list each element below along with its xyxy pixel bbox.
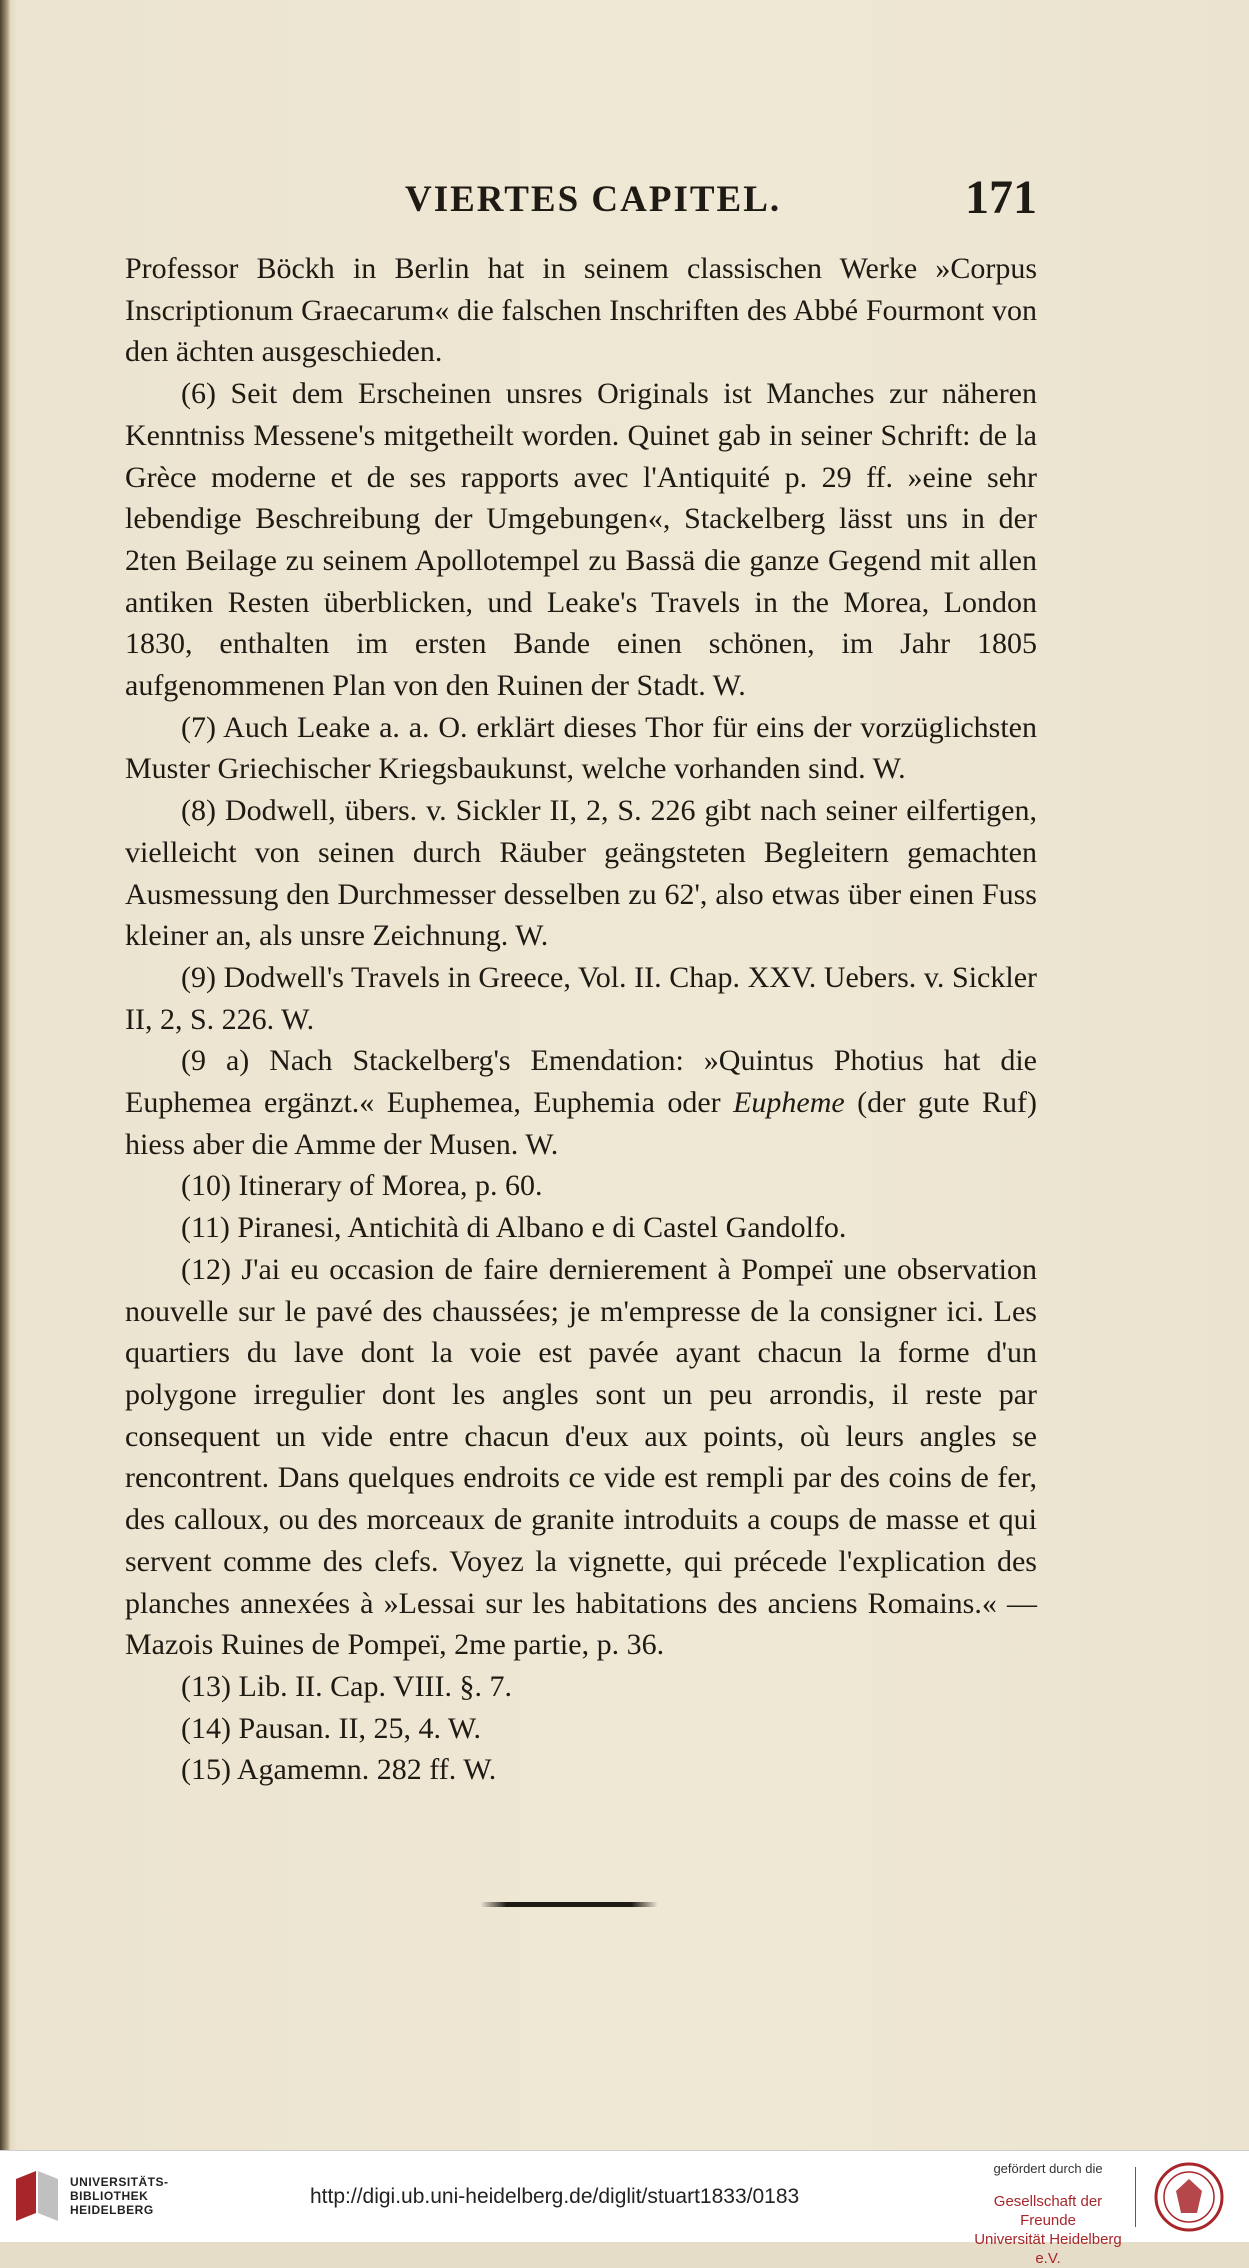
sponsor-name bbox=[968, 2192, 1128, 2268]
footer-divider bbox=[1135, 2167, 1136, 2227]
footnote-9a bbox=[125, 1040, 1037, 1165]
university-library-logo-icon bbox=[12, 2169, 62, 2225]
sponsor-label: gefördert durch die bbox=[993, 2161, 1103, 2176]
running-title: VIERTES CAPITEL. bbox=[405, 179, 782, 220]
sponsor-name-line-1: Gesellschaft der Freunde bbox=[993, 2193, 1103, 2229]
body-text bbox=[125, 248, 1037, 1791]
footnote-9a-italic: Eupheme bbox=[733, 1086, 845, 1120]
footnote-13: (13) Lib. II. Cap. VIII. §. 7. bbox=[181, 1669, 513, 1703]
page-number: 171 bbox=[965, 171, 1037, 224]
library-line-3: HEIDELBERG bbox=[70, 2203, 154, 2217]
footnote-9: (9) Dodwell's Travels in Greece, Vol. II. Chap. XXV. Uebers. v. Sickler II, 2, S. 226. W. bbox=[125, 960, 1037, 1036]
end-rule bbox=[480, 1902, 658, 1907]
footnote-7: (7) Auch Leake a. a. O. erklärt dieses Thor für eins der vorzüglichsten Muster Griechischer Kriegsbaukunst, welche vorhanden sind. W. bbox=[125, 710, 1037, 786]
book-spine-edge bbox=[0, 0, 10, 2150]
library-line-1: UNIVERSITÄTS- bbox=[70, 2175, 169, 2189]
sponsor-block bbox=[968, 2161, 1128, 2268]
footnote-11: (11) Piranesi, Antichità di Albano e di Castel Gandolfo. bbox=[181, 1211, 847, 1245]
paragraph-0: Professor Böckh in Berlin hat in seinem classischen Werke »Corpus Inscriptionum Graecarum« die falschen Inschriften des Abbé Fourmont von den ächten ausgeschieden. bbox=[125, 252, 1037, 369]
footnote-12: (12) J'ai eu occasion de faire dernierement à Pompeï une observation nouvelle sur le pavé des chaussées; je m'empresse de la consigner ici. Les quartiers du lave dont la voie est pavée ayant chacun la forme d'un polygone irregulier dont les angles sont un peu arrondis, il reste par consequent un vide entre chacun d'eux aux points, où leurs angles se rencontrent. Dans quelques endroits ce vide est rempli par des coins de fer, des calloux, ou des morceaux de granite introduits a coups de masse et qui servent comme des clefs. Voyez la vignette, qui précede l'explication des planches annexées à »Lessai sur les habitations des anciens Romains.« — Mazois Ruines de Pompeï, 2me partie, p. 36. bbox=[125, 1252, 1037, 1662]
footnote-14: (14) Pausan. II, 25, 4. W. bbox=[181, 1711, 481, 1745]
page-header bbox=[125, 170, 1037, 230]
library-name bbox=[70, 2175, 169, 2217]
permalink-url[interactable]: http://digi.ub.uni-heidelberg.de/diglit/stuart1833/0183 bbox=[310, 2185, 800, 2208]
society-seal-icon bbox=[1150, 2161, 1228, 2233]
footnote-9a-text-end: (der gute Ruf) hiess aber die Amme der Musen. W. bbox=[125, 1086, 1038, 1161]
library-line-2: BIBLIOTHEK bbox=[70, 2189, 149, 2203]
sponsor-name-line-2: Universität Heidelberg e.V. bbox=[974, 2231, 1122, 2267]
footnote-15: (15) Agamemn. 282 ff. W. bbox=[181, 1753, 497, 1787]
footnote-8: (8) Dodwell, übers. v. Sickler II, 2, S. 226 gibt nach seiner eilfertigen, vielleicht von seinen durch Räuber geängsteten Begleitern gemachten Ausmessung den Durchmesser desselben zu 62', also etwas über einen Fuss kleiner an, als unsre Zeichnung. W. bbox=[125, 794, 1037, 953]
footnote-9a-text: (9 a) Nach Stackelberg's Emendation: »Quintus Photius hat die Euphemea ergänzt.« Euphemea, Euphemia oder bbox=[125, 1044, 1037, 1120]
footnote-10: (10) Itinerary of Morea, p. 60. bbox=[181, 1169, 543, 1203]
digitization-footer bbox=[0, 2150, 1249, 2267]
footnote-6: (6) Seit dem Erscheinen unsres Originals ist Manches zur näheren Kenntniss Messene's mitgetheilt worden. Quinet gab in seiner Schrift: de la Grèce moderne et de ses rapports avec l'Antiquité p. 29 ff. »eine sehr lebendige Beschreibung der Umgebungen«, Stackelberg lässt uns in der 2ten Beilage zu seinem Apollotempel zu Bassä die ganze Gegend mit allen antiken Resten überblicken, und Leake's Travels in the Morea, London 1830, enthalten im ersten Bande einen schönen, im Jahr 1805 aufgenommenen Plan von den Ruinen der Stadt. W. bbox=[125, 377, 1037, 703]
